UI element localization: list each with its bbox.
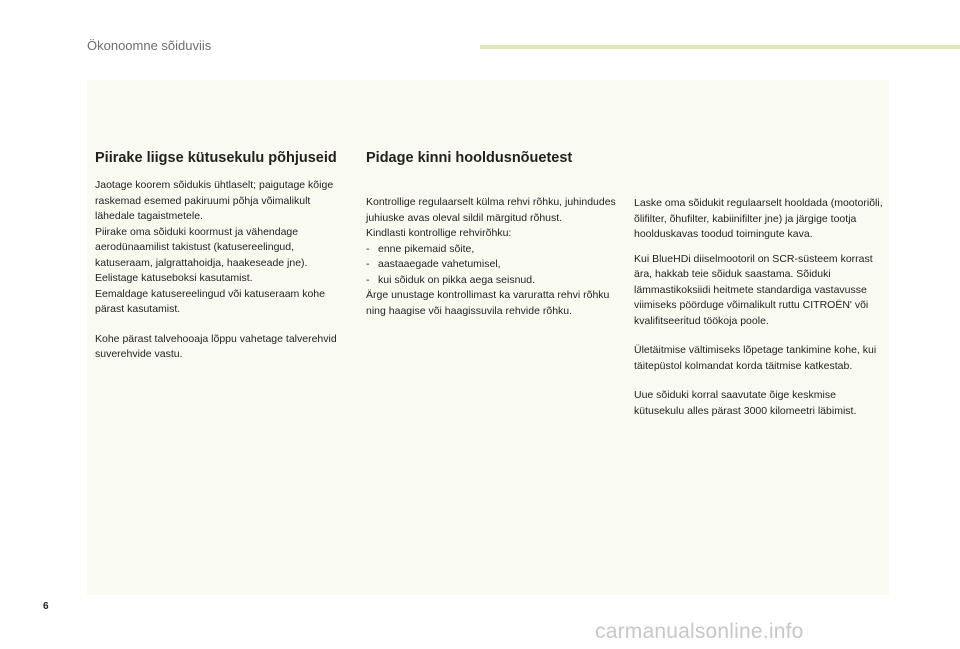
- paragraph-overfill: Ületäitmise vältimiseks lõpetage tankimine kohe, kui täitepüstol kolmandat korda täitmise katkestab.: [634, 344, 877, 372]
- list-item: - aastaaegade vahetumisel,: [366, 257, 626, 273]
- column-maintenance: [366, 150, 626, 319]
- paragraph-check-pressure: Kindlasti kontrollige rehvirõhku:: [366, 227, 512, 239]
- paragraph-spare-tyre: Ärge unustage kontrollimast ka varuratta rehvi rõhku ning haagise või haagissuvila rehvide rõhku.: [366, 289, 610, 317]
- paragraph-scr-system: Kui BlueHDi diiselmootoril on SCR-süsteem korrast ära, hakkab teie sõiduk saastama. Sõiduki lämmastikoksiidi heitmete standardiga vastavusse viimiseks pöörduge võimalikult ruttu CITROËN' või kvalifitseeritud töökoja poole.: [634, 252, 873, 327]
- heading-maintenance: Pidage kinni hooldusnõuetest: [366, 150, 573, 166]
- column-maintenance-continued: [634, 196, 884, 419]
- watermark: carmanualsonline.info: [595, 620, 804, 643]
- paragraph-winter-tyres: Kohe pärast talvehooaja lõppu vahetage talverehvid suverehvide vastu.: [95, 332, 337, 360]
- list-item: - kui sõiduk on pikka aega seisnud.: [366, 273, 626, 289]
- paragraph-reduce-load: Piirake oma sõiduki koormust ja vähendage aerodünaamilist takistust (katusereelingud, katuseraam, jalgrattahoidja, haakeseade jne). Eelistage katuseboksi kasutamist.: [95, 225, 308, 284]
- column-fuel-consumption: [95, 150, 350, 363]
- paragraph-new-vehicle: Uue sõiduki korral saavutate õige keskmise kütusekulu alles pärast 3000 kilomeetri läbimist.: [634, 389, 857, 417]
- page-number: 6: [43, 601, 49, 612]
- paragraph-tyre-pressure: Kontrollige regulaarselt külma rehvi rõhku, juhindudes juhiuske avas oleval sildil märgitud rõhust.: [366, 196, 616, 224]
- paragraph-remove-roof-rails: Eemaldage katusereelingud või katuseraam kohe pärast kasutamist.: [95, 287, 325, 315]
- list-item: - enne pikemaid sõite,: [366, 242, 626, 258]
- section-title: Ökonoomne sõiduviis: [87, 38, 212, 53]
- paragraph-regular-service: Laske oma sõidukit regulaarselt hooldada (mootoriõli, õlifilter, õhufilter, kabiinifilter jne) ja järgige tootja hoolduskavas toodud toimingute kava.: [634, 197, 883, 240]
- header-accent-bar: [480, 45, 960, 49]
- paragraph-load-distribution: Jaotage koorem sõidukis ühtlaselt; paigutage kõige raskemad esemed pakiruumi põhja võimalikult lähedale tagaistmetele.: [95, 179, 334, 222]
- heading-fuel-consumption: Piirake liigse kütusekulu põhjuseid: [95, 150, 337, 166]
